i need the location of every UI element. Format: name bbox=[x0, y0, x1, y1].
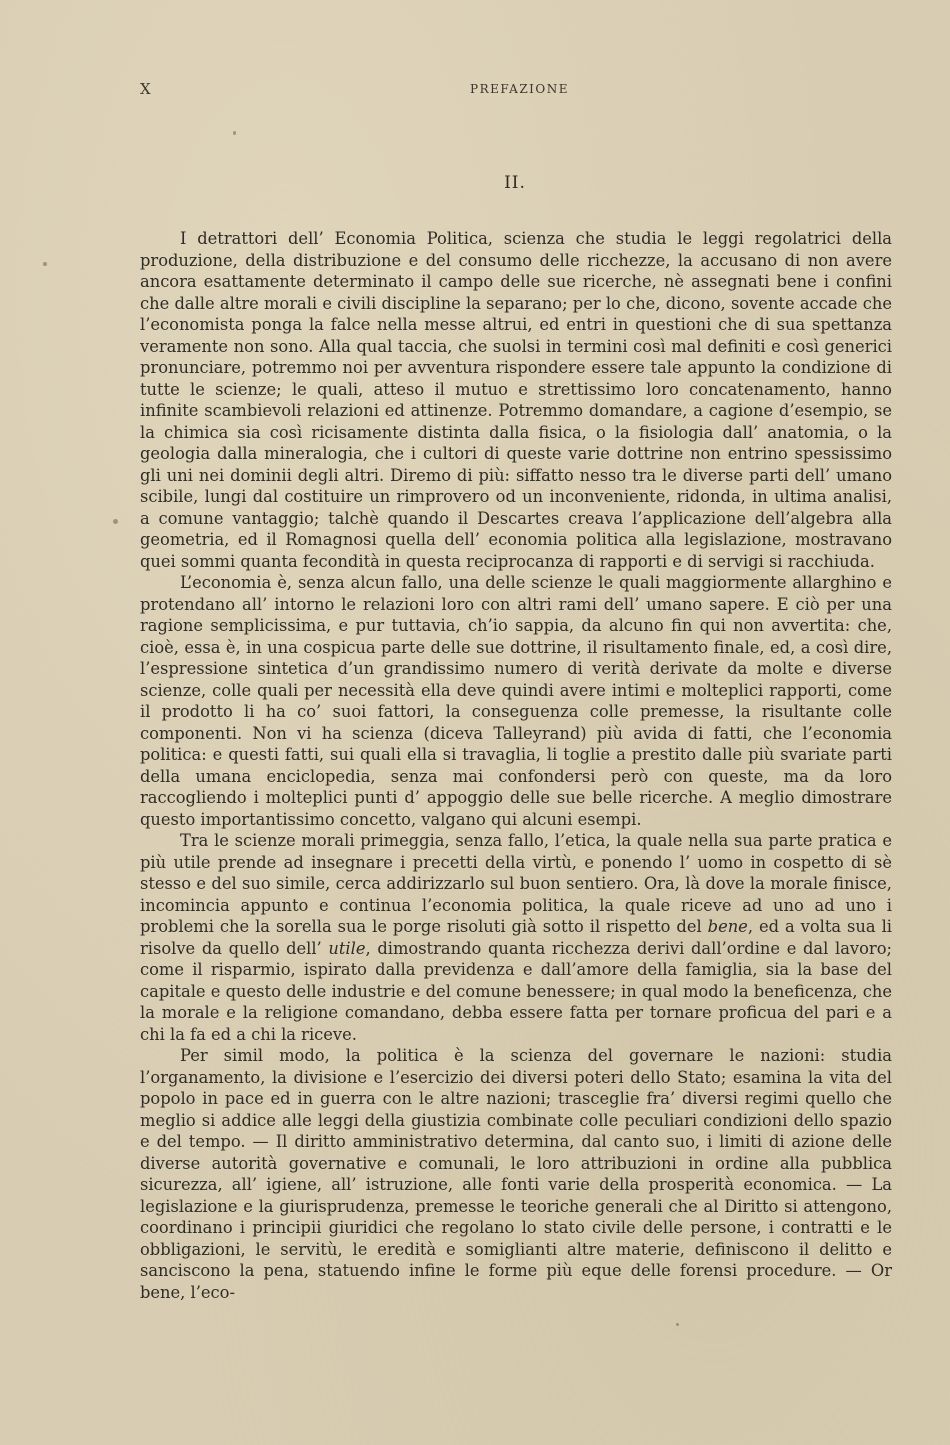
paragraph-text: , ed a volta sua li risolve da quello dell’ bbox=[140, 917, 892, 958]
paper-speck bbox=[233, 131, 236, 135]
paragraph bbox=[140, 228, 892, 572]
paragraph-text: Per simil modo, la politica è la scienza del governare le nazioni: studia l’organamento, la divisione e l’esercizio dei diversi poteri dello Stato; esamina la vita del popolo in pace ed in guerra con le altre nazioni; trasceglie fra’ diversi regimi quello che meglio si addice alle leggi della giustizia combinate colle peculiari condizioni dello spazio e del tempo. — Il diritto amministrativo determina, dal canto suo, i limiti di azione delle diverse autorità governative e comunali, le loro attribuzioni in ordine alla pubblica sicurezza, all’ igiene, all’ istruzione, alle fonti varie della prosperità economica. — La legislazione e la giurisprudenza, premesse le teoriche generali che al Diritto si attengono, coordinano i principii giuridici che regolano lo stato civile delle persone, i contratti e le obbligazioni, le servitù, le eredità e somiglianti altre materie, definiscono il delitto e sanciscono la pena, statuendo infine le forme più eque delle forensi procedure. — Or bene, l’eco- bbox=[140, 1046, 892, 1302]
italic-term: bene bbox=[707, 917, 748, 936]
section-number: II. bbox=[504, 173, 526, 193]
running-head bbox=[140, 80, 895, 102]
paragraph-text: I detrattori dell’ Economia Politica, scienza che studia le leggi regolatrici della produzione, della distribuzione e del consumo delle ricchezze, la accusano di non avere ancora esattamente determinato il campo delle sue ricerche, nè assegnati bene i confini che dalle altre morali e civili discipline la separano; per lo che, dicono, sovente accade che l’economista ponga la falce nella messe altrui, ed entri in questioni che di sua spettanza veramente non sono. Alla qual taccia, che suolsi in termini così mal definiti e così generici pronunciare, potremmo noi per avventura rispondere essere tale appunto la condizione di tutte le scienze; le quali, atteso il mutuo e strettissimo loro concatenamento, hanno infinite scambievoli relazioni ed attinenze. Potremmo domandare, a cagione d’esempio, se la chimica sia così ricisamente distinta dalla fisica, o la fisiologia dall’ anatomia, o la geologia dalla mineralogia, che i cultori di queste varie dottrine non entrino spessissimo gli uni nei dominii degli altri. Diremo di più: siffatto nesso tra le diverse parti dell’ umano scibile, lungi dal costituire un rimprovero od un inconveniente, ridonda, in ultima analisi, a comune vantaggio; talchè quando il Descartes creava l’applicazione dell’algebra alla geometria, ed il Romagnosi quella dell’ economia politica alla legislazione, mostravano quei sommi quanta fecondità in questa reciprocanza di rapporti e di servigi si racchiuda. bbox=[140, 229, 892, 571]
paper-speck bbox=[676, 1323, 679, 1326]
paper-speck bbox=[43, 262, 47, 266]
paragraph-text: , dimostrando quanta ricchezza derivi dall’ordine e dal lavoro; come il risparmio, ispirato dalla previdenza e dall’amore della famiglia, sia la base del capitale e questo delle industrie e del comune benessere; in qual modo la beneficenza, che la morale e la religione comandano, debba essere fatta per tornare proficua del pari e a chi la fa ed a chi la riceve. bbox=[140, 938, 892, 1044]
paragraph-text: Tra le scienze morali primeggia, senza fallo, l’etica, la quale nella sua parte pratica e più utile prende ad insegnare i precetti della virtù, e ponendo l’ uomo in cospetto di sè stesso e del suo simile, cerca addirizzarlo sul buon sentiero. Ora, là dove la morale finisce, incomincia appunto e continua l’economia politica, la quale riceve ad uno ad uno i problemi che la sorella sua le porge risoluti già sotto il rispetto del bbox=[140, 831, 892, 936]
paragraph-text: L’economia è, senza alcun fallo, una delle scienze le quali maggiormente allarghino e protendano all’ intorno le relazioni loro con altri rami dell’ umano sapere. E ciò per una ragione semplicissima, e pur tuttavia, ch’io sappia, da alcuno fin qui non avvertita: che, cioè, essa è, in una cospicua parte delle sue dottrine, il risultamento finale, ed, a così dire, l’espressione sintetica d’un grandissimo numero di verità derivate da molte e diverse scienze, colle quali per necessità ella deve quindi avere intimi e molteplici rapporti, come il prodotto li ha co’ suoi fattori, la conseguenza colle premesse, la risultante colle componenti. Non vi ha scienza (diceva Talleyrand) più avida di fatti, che l’economia politica: e questi fatti, sui quali ella si travaglia, li toglie a prestito dalle più svariate parti della umana enciclopedia, senza mai confondersi però con queste, ma da loro raccogliendo i molteplici punti d’ appoggio delle sue belle ricerche. A meglio dimostrare questo importantissimo concetto, valgano qui alcuni esempi. bbox=[140, 573, 892, 829]
running-title: PREFAZIONE bbox=[470, 82, 569, 96]
page-number: X bbox=[140, 80, 152, 98]
italic-term: utile bbox=[328, 938, 366, 958]
paper-speck bbox=[113, 519, 118, 524]
paragraph bbox=[140, 1045, 892, 1303]
body-text bbox=[140, 228, 892, 1303]
paragraph bbox=[140, 572, 892, 830]
paragraph bbox=[140, 830, 892, 1045]
